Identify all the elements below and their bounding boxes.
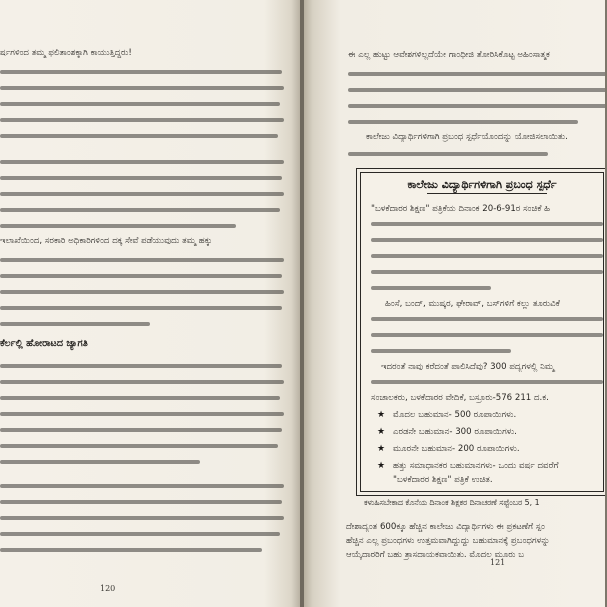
text-line [0, 460, 200, 464]
left-line-13: ಇಲಾಖೆಯಿಂದ, ಸರಕಾರಿ ಅಧಿಕಾರಿಗಳಿಂದ ದಕ್ಕ ಸೇವೆ ಪಡೆಯುವುದು ತಮ್ಮ ಹಕ್ಕು [0, 236, 213, 246]
text-line [348, 120, 578, 124]
text-line [0, 380, 284, 384]
text-line [0, 322, 150, 326]
right-line-7: ಕಾಲೇಜು ವಿದ್ಯಾರ್ಥಿಗಳಿಗಾಗಿ ಪ್ರಬಂಧ ಸ್ಪರ್ಧೆಯೊಂದನ್ನು ಯೋಜಿಸಲಾಯಿತು. [366, 132, 568, 142]
notice-line-1: "ಬಳಕೆದಾರರ ಶಿಕ್ಷಣ" ಪತ್ರಿಕೆಯ ದಿನಾಂಕ 20-6-91ರ ಸಂಚಿಕೆ ಹಿ [371, 204, 551, 214]
text-line [0, 412, 284, 416]
text-line [348, 152, 548, 156]
text-line [371, 333, 603, 337]
right-after-line-2: ಹೆಚ್ಚಿನ ಎಲ್ಲ ಪ್ರಬಂಧಗಳು ಉತ್ತಮವಾಗಿದ್ದುದ್ದು ಬಹುಮಾನಕ್ಕೆ ಪ್ರಬಂಧಗಳನ್ನು [346, 536, 550, 546]
text-line [0, 134, 278, 138]
text-line [371, 317, 603, 321]
text-line [371, 380, 603, 384]
notice-footer-1: "ಬಳಕೆದಾರರ ಶಿಕ್ಷಣ" ಪತ್ರಿಕೆ ಉಚಿತ. [393, 475, 493, 485]
text-line [371, 286, 491, 290]
text-line [371, 254, 603, 258]
text-line [0, 500, 282, 504]
title-underline [427, 193, 547, 194]
star-icon: ★ [377, 410, 386, 420]
text-line [0, 274, 282, 278]
text-line [0, 428, 282, 432]
text-line [0, 516, 284, 520]
text-line [348, 104, 607, 108]
text-line [348, 72, 607, 76]
text-line [371, 222, 603, 226]
right-line-1: ಈ ಎಲ್ಲ ಹುಟ್ಟು ಆವೇಶಗಳಿಲ್ಲದೆಯೇ ಗಾಂಧೀಜಿ ತೋರಿಸಿಕೊಟ್ಟ ಅಹಿಂಸಾತ್ಮಕ [348, 50, 550, 60]
text-line [0, 396, 280, 400]
text-line [0, 192, 284, 196]
text-line [371, 270, 603, 274]
star-icon: ★ [377, 444, 386, 454]
left-section-heading: ಕೆರ್ಲಲ್ಲಿ ಹೋರಾಟದ ಜ್ಯಾಗತಿ [0, 338, 88, 349]
text-line [0, 224, 236, 228]
prize-third: ಮೂರನೇ ಬಹುಮಾನ- 200 ರೂಪಾಯಿಗಳು. [393, 444, 520, 454]
star-icon: ★ [377, 461, 386, 471]
text-line [371, 238, 603, 242]
text-line [0, 444, 278, 448]
text-line [371, 349, 511, 353]
left-page-number: 120 [100, 584, 116, 593]
notice-footer-2: ಕಳುಹಿಸಬೇಕಾದ ಕೊನೆಯ ದಿನಾಂಕ ಶಿಕ್ಷಕರ ದಿನಾಚರಣೆ ಸಪ್ಟೆಂಬರ 5, 1 [364, 498, 540, 507]
right-after-line-3: ಆಯ್ಕೆದಾರರಿಗೆ ಬಹು ತ್ರಾಸದಾಯಕವಾಯಿತು. ಮೊದಲ ಮೂರು ಬ [346, 550, 525, 560]
notice-address: ಸಂಚಾಲಕರು, ಬಳಕೆದಾರರ ವೇದಿಕೆ, ಬಸ್ರೂರು-576 211 ದ.ಕ. [371, 393, 549, 403]
text-line [348, 88, 607, 92]
star-icon: ★ [377, 427, 386, 437]
text-line [0, 208, 280, 212]
notice-title: ಕಾಲೇಜು ವಿದ್ಯಾರ್ಥಿಗಳಿಗಾಗಿ ಪ್ರಬಂಧ ಸ್ಪರ್ಧೆ [407, 178, 557, 191]
text-line [0, 176, 282, 180]
text-line [0, 258, 284, 262]
text-line [0, 364, 282, 368]
left-line-1: ರ್ಷಗಳಿಂದ ತಮ್ಮ ಫಲಿತಾಂಶಕ್ಕಾಗಿ ಕಾಯುತ್ತಿದ್ದರು! [0, 48, 132, 58]
prize-consolation: ಹತ್ತು ಸಮಾಧಾನಕರ ಬಹುಮಾನಗಳು- ಒಂದು ವರ್ಷ ದವರೆಗೆ [393, 461, 559, 471]
text-line [0, 290, 284, 294]
left-page [0, 0, 300, 607]
right-page-number: 121 [490, 558, 506, 567]
text-line [0, 86, 284, 90]
prize-first: ಮೊದಲ ಬಹುಮಾನ- 500 ರೂಪಾಯಿಗಳು. [393, 410, 517, 420]
text-line [0, 118, 284, 122]
text-line [0, 70, 282, 74]
text-line [0, 102, 280, 106]
notice-line-9: ಹಿಂಸೆ, ಬಂದ್, ಮುಷ್ಕರ, ಘೇರಾವ್, ಬಸ್‌ಗಳಿಗೆ ಕಲ್ಲು ತೂರುವಿಕೆ [385, 299, 560, 309]
notice-line-14: ಇದರಂತೆ ನಾವು ಕರೆದಂತೆ ಪಾಲಿಸಿದೆವು? 300 ಪದ್ಯಗಳಲ್ಲಿ ನಿಮ್ಮ [381, 362, 555, 372]
right-after-line-1: ದೇಶಾದ್ಯಂತ 600ಕ್ಕೂ ಹೆಚ್ಚಿನ ಕಾಲೇಜು ವಿದ್ಯಾರ್ಥಿಗಳು ಈ ಪ್ರಕಟಣೆಗೆ ಸ್ಪಂ [346, 522, 545, 532]
prize-second: ಎರಡನೇ ಬಹುಮಾನ- 300 ರೂಪಾಯಿಗಳು. [393, 427, 517, 437]
text-line [0, 306, 282, 310]
text-line [0, 532, 280, 536]
essay-contest-notice [356, 168, 607, 496]
text-line [0, 160, 284, 164]
text-line [0, 484, 284, 488]
text-line [0, 548, 262, 552]
